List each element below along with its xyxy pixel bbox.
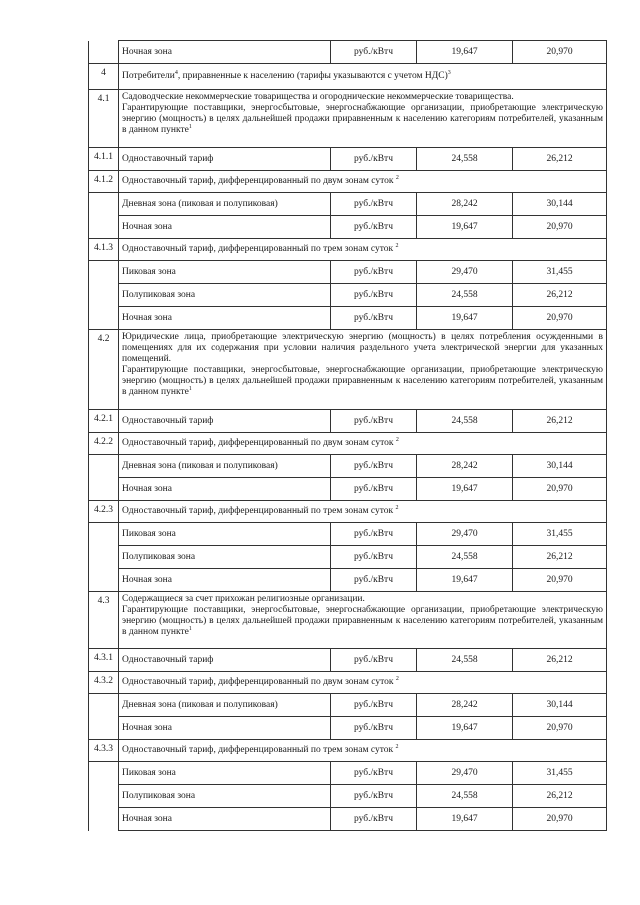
section-paragraph xyxy=(122,365,603,398)
table-row xyxy=(89,410,607,433)
subsection-heading-text: Одноставочный тариф, дифференцированный по двум зонам суток xyxy=(122,176,394,186)
table-row xyxy=(89,284,607,307)
subsection-heading-text: Одноставочный тариф, дифференцированный по трем зонам суток xyxy=(122,244,394,254)
subsection-heading xyxy=(119,740,607,762)
table-row xyxy=(89,455,607,478)
table-row xyxy=(89,171,607,193)
tariff-value-2: 20,970 xyxy=(513,41,607,64)
tariff-value-1: 19,647 xyxy=(417,478,513,501)
row-number-cell xyxy=(89,478,119,501)
unit-cell: руб./кВтч xyxy=(331,478,417,501)
section-description xyxy=(119,90,607,148)
tariff-value-2: 31,455 xyxy=(513,523,607,546)
tariff-value-2: 26,212 xyxy=(513,410,607,433)
section-paragraph-text: Гарантирующие поставщики, энергосбытовые, энергоснабжающие организации, приобретающие электрическую энергию (мощность) в целях дальнейшей продажи приравненным к населению категориям потребителей, указанным в данном пункте xyxy=(122,605,603,637)
zone-label: Ночная зона xyxy=(119,307,331,330)
footnote-ref: 2 xyxy=(395,504,399,511)
footnote-ref: 2 xyxy=(395,242,399,249)
table-row xyxy=(89,672,607,694)
row-number: 4.1.3 xyxy=(89,239,119,261)
row-number: 4.2.3 xyxy=(89,501,119,523)
tariff-value-1: 29,470 xyxy=(417,762,513,785)
section-paragraph-text: Гарантирующие поставщики, энергосбытовые, энергоснабжающие организации, приобретающие электрическую энергию (мощность) в целях дальнейшей продажи приравненным к населению категориям потребителей, указанным в данном пункте xyxy=(122,103,603,135)
unit-cell: руб./кВтч xyxy=(331,523,417,546)
row-number-cell xyxy=(89,41,119,64)
row-number: 4.1.2 xyxy=(89,171,119,193)
tariff-value-1: 24,558 xyxy=(417,284,513,307)
zone-label: Дневная зона (пиковая и полупиковая) xyxy=(119,694,331,717)
tariff-table-body xyxy=(89,41,607,831)
row-number-cell xyxy=(89,284,119,307)
tariff-value-1: 19,647 xyxy=(417,808,513,831)
row-number: 4.3.2 xyxy=(89,672,119,694)
tariff-value-1: 29,470 xyxy=(417,523,513,546)
tariff-value-1: 19,647 xyxy=(417,717,513,740)
subsection-heading-text: Одноставочный тариф, дифференцированный по двум зонам суток xyxy=(122,677,394,687)
tariff-value-1: 24,558 xyxy=(417,649,513,672)
subsection-heading-text: Одноставочный тариф, дифференцированный по трем зонам суток xyxy=(122,745,394,755)
table-row xyxy=(89,148,607,171)
tariff-value-1: 29,470 xyxy=(417,261,513,284)
tariff-value-1: 19,647 xyxy=(417,307,513,330)
footnote-ref: 1 xyxy=(188,385,192,392)
tariff-value-2: 26,212 xyxy=(513,785,607,808)
table-row xyxy=(89,546,607,569)
row-number: 4.3 xyxy=(89,592,119,649)
row-number-cell xyxy=(89,193,119,216)
table-row xyxy=(89,307,607,330)
unit-cell: руб./кВтч xyxy=(331,762,417,785)
table-row xyxy=(89,216,607,239)
zone-label: Ночная зона xyxy=(119,808,331,831)
tariff-value-2: 20,970 xyxy=(513,717,607,740)
row-number: 4.1 xyxy=(89,90,119,148)
footnote-ref: 2 xyxy=(395,174,399,181)
tariff-value-2: 30,144 xyxy=(513,455,607,478)
section-paragraph-text: Гарантирующие поставщики, энергосбытовые, энергоснабжающие организации, приобретающие электрическую энергию (мощность) в целях дальнейшей продажи приравненным к населению категориям потребителей, указанным в данном пункте xyxy=(122,365,603,397)
unit-cell: руб./кВтч xyxy=(331,694,417,717)
footnote-ref: 2 xyxy=(395,743,399,750)
category-heading-text: Потребители xyxy=(122,71,175,81)
row-number: 4 xyxy=(89,64,119,90)
row-number: 4.2.1 xyxy=(89,410,119,433)
footnote-ref: 2 xyxy=(395,675,399,682)
unit-cell: руб./кВтч xyxy=(331,455,417,478)
tariff-table xyxy=(88,40,607,831)
table-row xyxy=(89,41,607,64)
row-number-cell xyxy=(89,546,119,569)
tariff-value-1: 28,242 xyxy=(417,193,513,216)
tariff-value-1: 24,558 xyxy=(417,410,513,433)
tariff-value-2: 30,144 xyxy=(513,694,607,717)
table-row xyxy=(89,64,607,90)
unit-cell: руб./кВтч xyxy=(331,410,417,433)
zone-label: Пиковая зона xyxy=(119,261,331,284)
zone-label: Ночная зона xyxy=(119,478,331,501)
table-row xyxy=(89,785,607,808)
unit-cell: руб./кВтч xyxy=(331,284,417,307)
footnote-ref: 1 xyxy=(188,625,192,632)
table-row xyxy=(89,717,607,740)
item-label: Одноставочный тариф xyxy=(119,148,331,171)
zone-label: Дневная зона (пиковая и полупиковая) xyxy=(119,193,331,216)
category-heading-text-cont: , приравненные к населению (тарифы указываются с учетом НДС) xyxy=(177,71,448,81)
table-row xyxy=(89,433,607,455)
row-number: 4.2.2 xyxy=(89,433,119,455)
section-paragraph-text: Садоводческие некоммерческие товарищества и огороднические некоммерческие товарищества. xyxy=(122,92,514,102)
section-paragraph xyxy=(122,103,603,136)
section-paragraph xyxy=(122,605,603,638)
unit-cell: руб./кВтч xyxy=(331,193,417,216)
table-row xyxy=(89,592,607,649)
unit-cell: руб./кВтч xyxy=(331,41,417,64)
table-row xyxy=(89,501,607,523)
unit-cell: руб./кВтч xyxy=(331,148,417,171)
tariff-value-1: 24,558 xyxy=(417,546,513,569)
item-label: Одноставочный тариф xyxy=(119,410,331,433)
tariff-value-2: 20,970 xyxy=(513,478,607,501)
subsection-heading xyxy=(119,433,607,455)
subsection-heading xyxy=(119,171,607,193)
footnote-ref: 1 xyxy=(188,123,192,130)
row-number-cell xyxy=(89,694,119,717)
row-number-cell xyxy=(89,261,119,284)
section-paragraph xyxy=(122,594,603,605)
section-paragraph xyxy=(122,332,603,365)
table-row xyxy=(89,478,607,501)
table-row xyxy=(89,649,607,672)
section-description xyxy=(119,592,607,649)
subsection-heading-text: Одноставочный тариф, дифференцированный по трем зонам суток xyxy=(122,506,394,516)
subsection-heading xyxy=(119,672,607,694)
table-row xyxy=(89,740,607,762)
table-row xyxy=(89,330,607,410)
table-row xyxy=(89,261,607,284)
tariff-value-1: 28,242 xyxy=(417,455,513,478)
row-number-cell xyxy=(89,569,119,592)
zone-label: Дневная зона (пиковая и полупиковая) xyxy=(119,455,331,478)
unit-cell: руб./кВтч xyxy=(331,546,417,569)
table-row xyxy=(89,523,607,546)
tariff-value-2: 31,455 xyxy=(513,762,607,785)
row-number-cell xyxy=(89,455,119,478)
section-paragraph-text: Юридические лица, приобретающие электрическую энергию (мощность) в целях потребления осужденными в помещениях для их содержания при условии наличия раздельного учета электрической энергии для указанных помещений. xyxy=(122,332,603,364)
zone-label: Ночная зона xyxy=(119,41,331,64)
unit-cell: руб./кВтч xyxy=(331,785,417,808)
unit-cell: руб./кВтч xyxy=(331,261,417,284)
table-row xyxy=(89,762,607,785)
footnote-ref: 4 xyxy=(174,69,178,76)
tariff-value-2: 30,144 xyxy=(513,193,607,216)
row-number-cell xyxy=(89,785,119,808)
row-number-cell xyxy=(89,762,119,785)
tariff-value-1: 24,558 xyxy=(417,148,513,171)
table-row xyxy=(89,193,607,216)
tariff-value-2: 26,212 xyxy=(513,148,607,171)
zone-label: Полупиковая зона xyxy=(119,284,331,307)
tariff-value-1: 19,647 xyxy=(417,216,513,239)
unit-cell: руб./кВтч xyxy=(331,808,417,831)
unit-cell: руб./кВтч xyxy=(331,717,417,740)
unit-cell: руб./кВтч xyxy=(331,649,417,672)
subsection-heading xyxy=(119,239,607,261)
row-number-cell xyxy=(89,523,119,546)
row-number-cell xyxy=(89,717,119,740)
tariff-value-2: 20,970 xyxy=(513,569,607,592)
table-row xyxy=(89,569,607,592)
zone-label: Пиковая зона xyxy=(119,523,331,546)
tariff-value-2: 20,970 xyxy=(513,216,607,239)
row-number: 4.3.1 xyxy=(89,649,119,672)
section-paragraph-text: Содержащиеся за счет прихожан религиозные организации. xyxy=(122,594,365,604)
unit-cell: руб./кВтч xyxy=(331,307,417,330)
tariff-value-1: 19,647 xyxy=(417,41,513,64)
tariff-value-1: 19,647 xyxy=(417,569,513,592)
tariff-value-1: 28,242 xyxy=(417,694,513,717)
row-number-cell xyxy=(89,307,119,330)
subsection-heading xyxy=(119,501,607,523)
table-row xyxy=(89,239,607,261)
table-row xyxy=(89,808,607,831)
unit-cell: руб./кВтч xyxy=(331,216,417,239)
row-number: 4.3.3 xyxy=(89,740,119,762)
row-number-cell xyxy=(89,808,119,831)
tariff-value-2: 26,212 xyxy=(513,546,607,569)
zone-label: Ночная зона xyxy=(119,216,331,239)
tariff-value-2: 20,970 xyxy=(513,307,607,330)
tariff-value-2: 26,212 xyxy=(513,284,607,307)
row-number-cell xyxy=(89,216,119,239)
zone-label: Полупиковая зона xyxy=(119,785,331,808)
zone-label: Пиковая зона xyxy=(119,762,331,785)
zone-label: Ночная зона xyxy=(119,717,331,740)
tariff-value-2: 20,970 xyxy=(513,808,607,831)
row-number: 4.1.1 xyxy=(89,148,119,171)
footnote-ref: 3 xyxy=(447,69,451,76)
row-number: 4.2 xyxy=(89,330,119,410)
item-label: Одноставочный тариф xyxy=(119,649,331,672)
subsection-heading-text: Одноставочный тариф, дифференцированный по двум зонам суток xyxy=(122,438,394,448)
unit-cell: руб./кВтч xyxy=(331,569,417,592)
tariff-value-2: 26,212 xyxy=(513,649,607,672)
tariff-value-1: 24,558 xyxy=(417,785,513,808)
category-heading xyxy=(119,64,607,90)
table-row xyxy=(89,90,607,148)
footnote-ref: 2 xyxy=(395,436,399,443)
zone-label: Полупиковая зона xyxy=(119,546,331,569)
section-paragraph xyxy=(122,92,603,103)
tariff-value-2: 31,455 xyxy=(513,261,607,284)
table-row xyxy=(89,694,607,717)
section-description xyxy=(119,330,607,410)
zone-label: Ночная зона xyxy=(119,569,331,592)
